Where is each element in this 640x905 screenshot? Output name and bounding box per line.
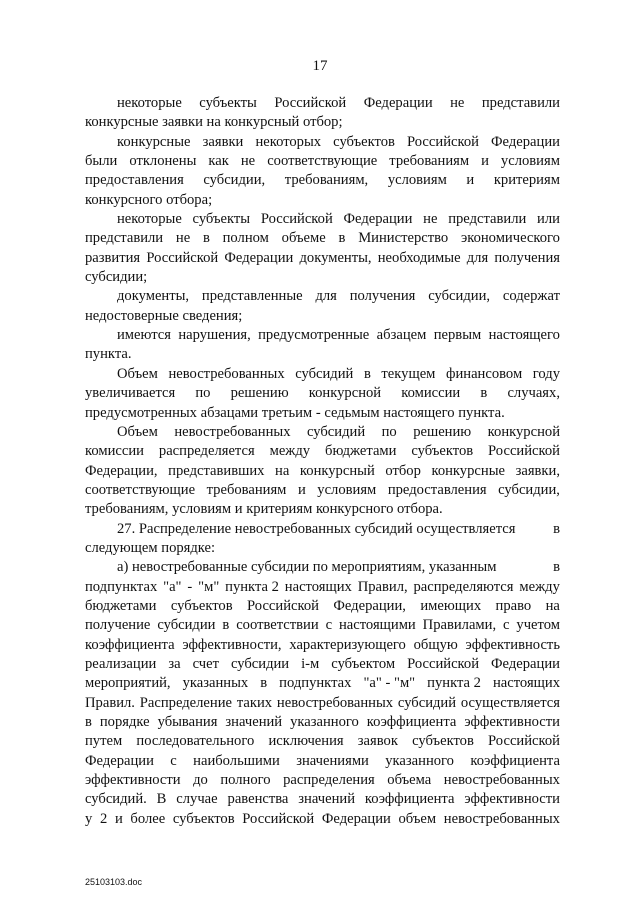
- text-line: эффективности до полного распределения объема невостребованных: [85, 772, 560, 789]
- text-line: конкурсные заявки на конкурсный отбор;: [85, 114, 343, 131]
- text-line: комиссии распределяется между бюджетами субъектов Российской: [85, 443, 560, 460]
- text-line: Федерации, представивших на конкурсный отбор конкурсные заявки,: [85, 462, 560, 479]
- text-line: получение субсидии в соответствии с настоящими Правилами, с учетом: [85, 617, 560, 634]
- text-line: бюджетами субъектов Российской Федерации, имеющих право на: [85, 597, 560, 614]
- page-number: 17: [312, 58, 328, 74]
- file-name-footer: 25103103.doc: [85, 877, 143, 887]
- text-line: а) невостребованные субсидии по мероприятиям, указанным в: [117, 559, 560, 576]
- text-line: недостоверные сведения;: [85, 307, 243, 324]
- text-line: субсидий. В случае равенства значений коэффициента эффективности: [85, 791, 560, 808]
- text-line: соответствующие требованиям и условиям предоставления субсидии,: [85, 481, 560, 498]
- text-line: подпунктах "а" - "м" пункта 2 настоящих Правил, распределяются между: [85, 578, 560, 595]
- text-line: конкурсные заявки некоторых субъектов Российской Федерации: [117, 133, 560, 150]
- text-line: в порядке убывания значений указанного коэффициента эффективности: [85, 714, 560, 730]
- text-line: коэффициента эффективности, характеризующего общую эффективность: [85, 636, 560, 653]
- document-body: [85, 94, 560, 829]
- text-line: реализации за счет субсидии i-м субъектом Российской Федерации: [85, 655, 560, 672]
- text-line: следующем порядке:: [85, 539, 216, 556]
- text-line: Федерации с наибольшими значениями указанного коэффициента: [85, 752, 560, 769]
- text-line: 27. Распределение невостребованных субсидий осуществляется в: [117, 520, 560, 537]
- text-line: увеличивается по решению конкурсной комиссии в случаях,: [85, 385, 560, 402]
- text-line: мероприятий, указанных в подпунктах "а" - "м" пункта 2 настоящих: [85, 675, 560, 692]
- text-line: у 2 и более субъектов Российской Федерации объем невостребованных: [85, 810, 560, 827]
- text-line: субсидии;: [85, 269, 148, 286]
- text-line: требованиям, условиям и критериям конкурсного отбора.: [85, 501, 443, 518]
- text-line: некоторые субъекты Российской Федерации не представили или: [117, 211, 560, 228]
- text-line: некоторые субъекты Российской Федерации не представили: [117, 95, 560, 111]
- text-line: Объем невостребованных субсидий в текущем финансовом году: [117, 365, 560, 382]
- text-line: развития Российской Федерации документы, необходимые для получения: [85, 249, 560, 266]
- text-line: предоставления субсидии, требованиям, условиям и критериям: [85, 172, 560, 189]
- text-line: были отклонены как не соответствующие требованиям и условиям: [85, 153, 560, 170]
- text-line: представили не в полном объеме в Министерство экономического: [85, 230, 560, 247]
- text-line: имеются нарушения, предусмотренные абзацем первым настоящего: [117, 327, 560, 344]
- text-line: путем последовательного исключения заявок субъектов Российской: [85, 733, 560, 750]
- text-line: предусмотренных абзацами третьим - седьмым настоящего пункта.: [85, 404, 505, 421]
- text-line: конкурсного отбора;: [85, 191, 213, 208]
- text-line: пункта.: [85, 346, 132, 363]
- text-line: Правил. Распределение таких невостребованных субсидий осуществляется: [85, 694, 560, 711]
- text-line: Объем невостребованных субсидий по решению конкурсной: [117, 423, 560, 440]
- text-line: документы, представленные для получения субсидии, содержат: [117, 288, 560, 305]
